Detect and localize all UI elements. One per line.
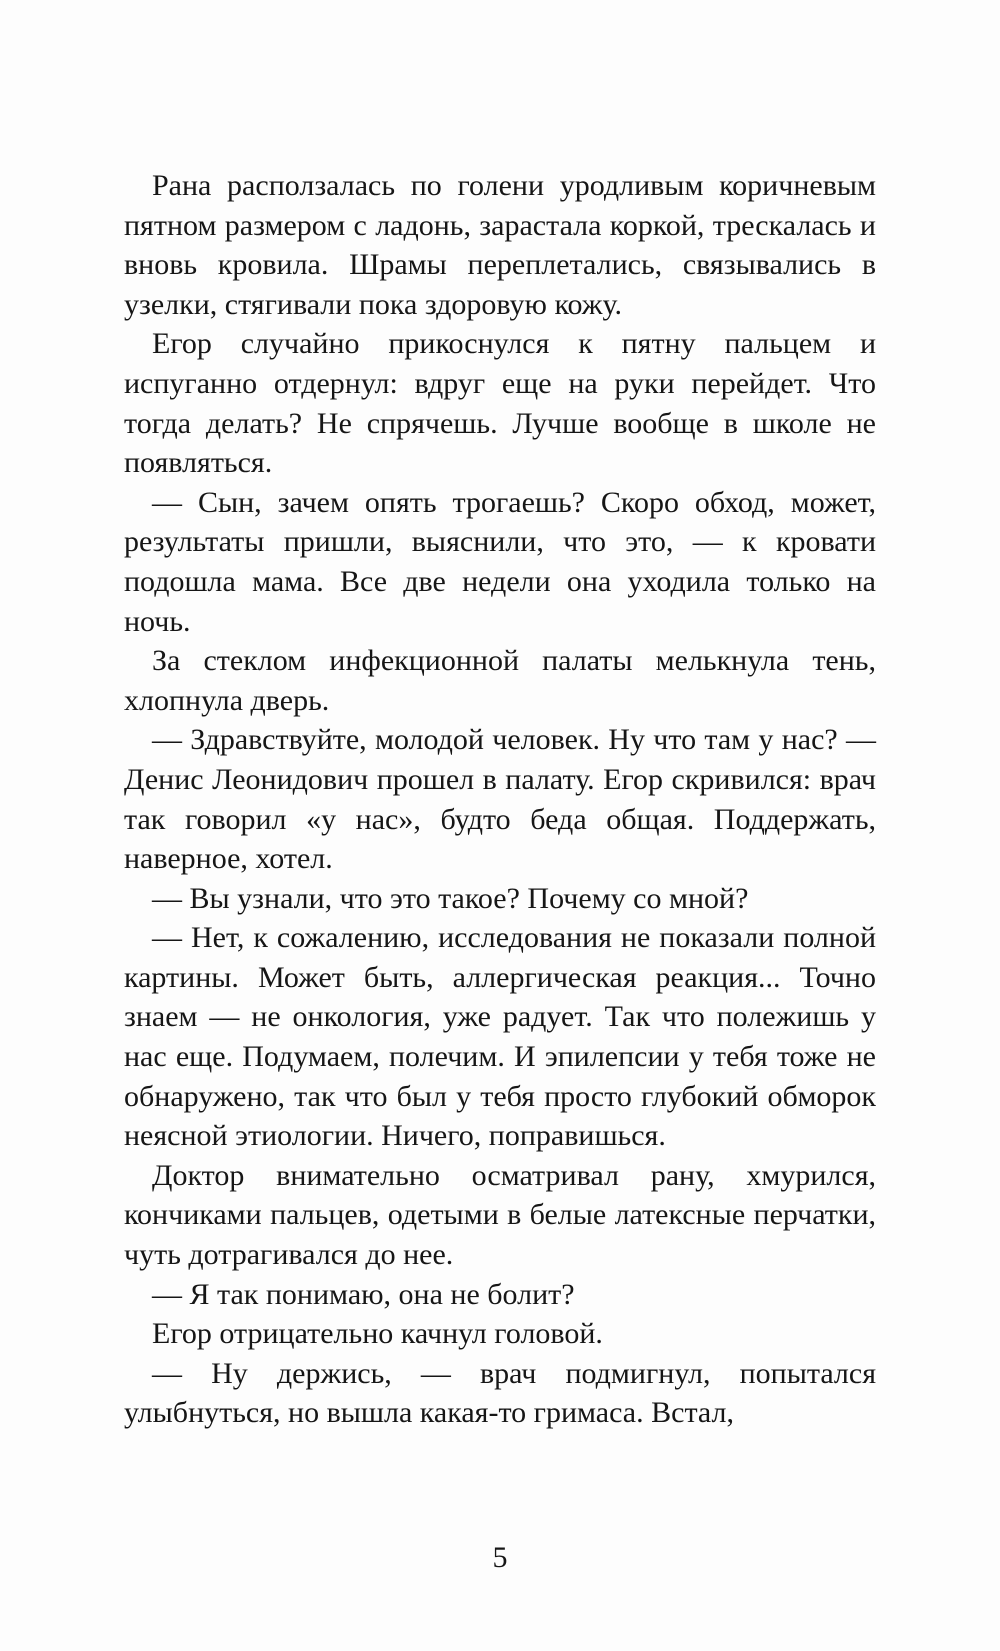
- dialogue-paragraph: — Вы узнали, что это такое? Почему со мной?: [152, 881, 749, 915]
- paragraph: Егор отрицательно качнул головой.: [152, 1317, 603, 1351]
- dialogue-paragraph: — Ну держись, — врач подмигнул, попытался улыбнуться, но вышла какая-то гримаса. Встал,: [124, 1356, 876, 1430]
- dialogue-paragraph: — Сын, зачем опять трогаешь? Скоро обход, может, результаты пришли, выяснили, что это, — к кровати подошла мама. Все две недели она уходила только на ночь.: [124, 485, 876, 638]
- dialogue-paragraph: — Нет, к сожалению, исследования не показали полной картины. Может быть, аллергическая реакция... Точно знаем — не онкология, уже радует. Так что полежишь у нас еще. Подумаем, полечим. И эпилепсии у тебя тоже не обнаружено, так что был у тебя просто глубокий обморок неясной этиологии. Ничего, поправишься.: [124, 921, 876, 1153]
- page-number: 5: [492, 1541, 508, 1574]
- paragraph: Егор случайно прикоснулся к пятну пальцем и испуганно отдернул: вдруг еще на руки перейдет. Что тогда делать? Не спрячешь. Лучше вообще в школе не появляться.: [124, 327, 876, 480]
- paragraph: Доктор внимательно осматривал рану, хмурился, кончиками пальцев, одетыми в белые латексные перчатки, чуть дотрагивался до нее.: [124, 1158, 876, 1272]
- dialogue-paragraph: — Здравствуйте, молодой человек. Ну что там у нас? — Денис Леонидович прошел в палату. Егор скривился: врач так говорил «у нас», будто беда общая. Поддержать, наверное, хотел.: [124, 723, 876, 876]
- dialogue-paragraph: — Я так понимаю, она не болит?: [152, 1277, 575, 1311]
- paragraph: Рана расползалась по голени уродливым коричневым пятном размером с ладонь, зарастала коркой, трескалась и вновь кровила. Шрамы переплетались, связывались в узелки, стягивали пока здоровую кожу.: [124, 169, 876, 321]
- body-text: [124, 166, 876, 1433]
- paragraph: За стеклом инфекционной палаты мелькнула тень, хлопнула дверь.: [124, 644, 876, 717]
